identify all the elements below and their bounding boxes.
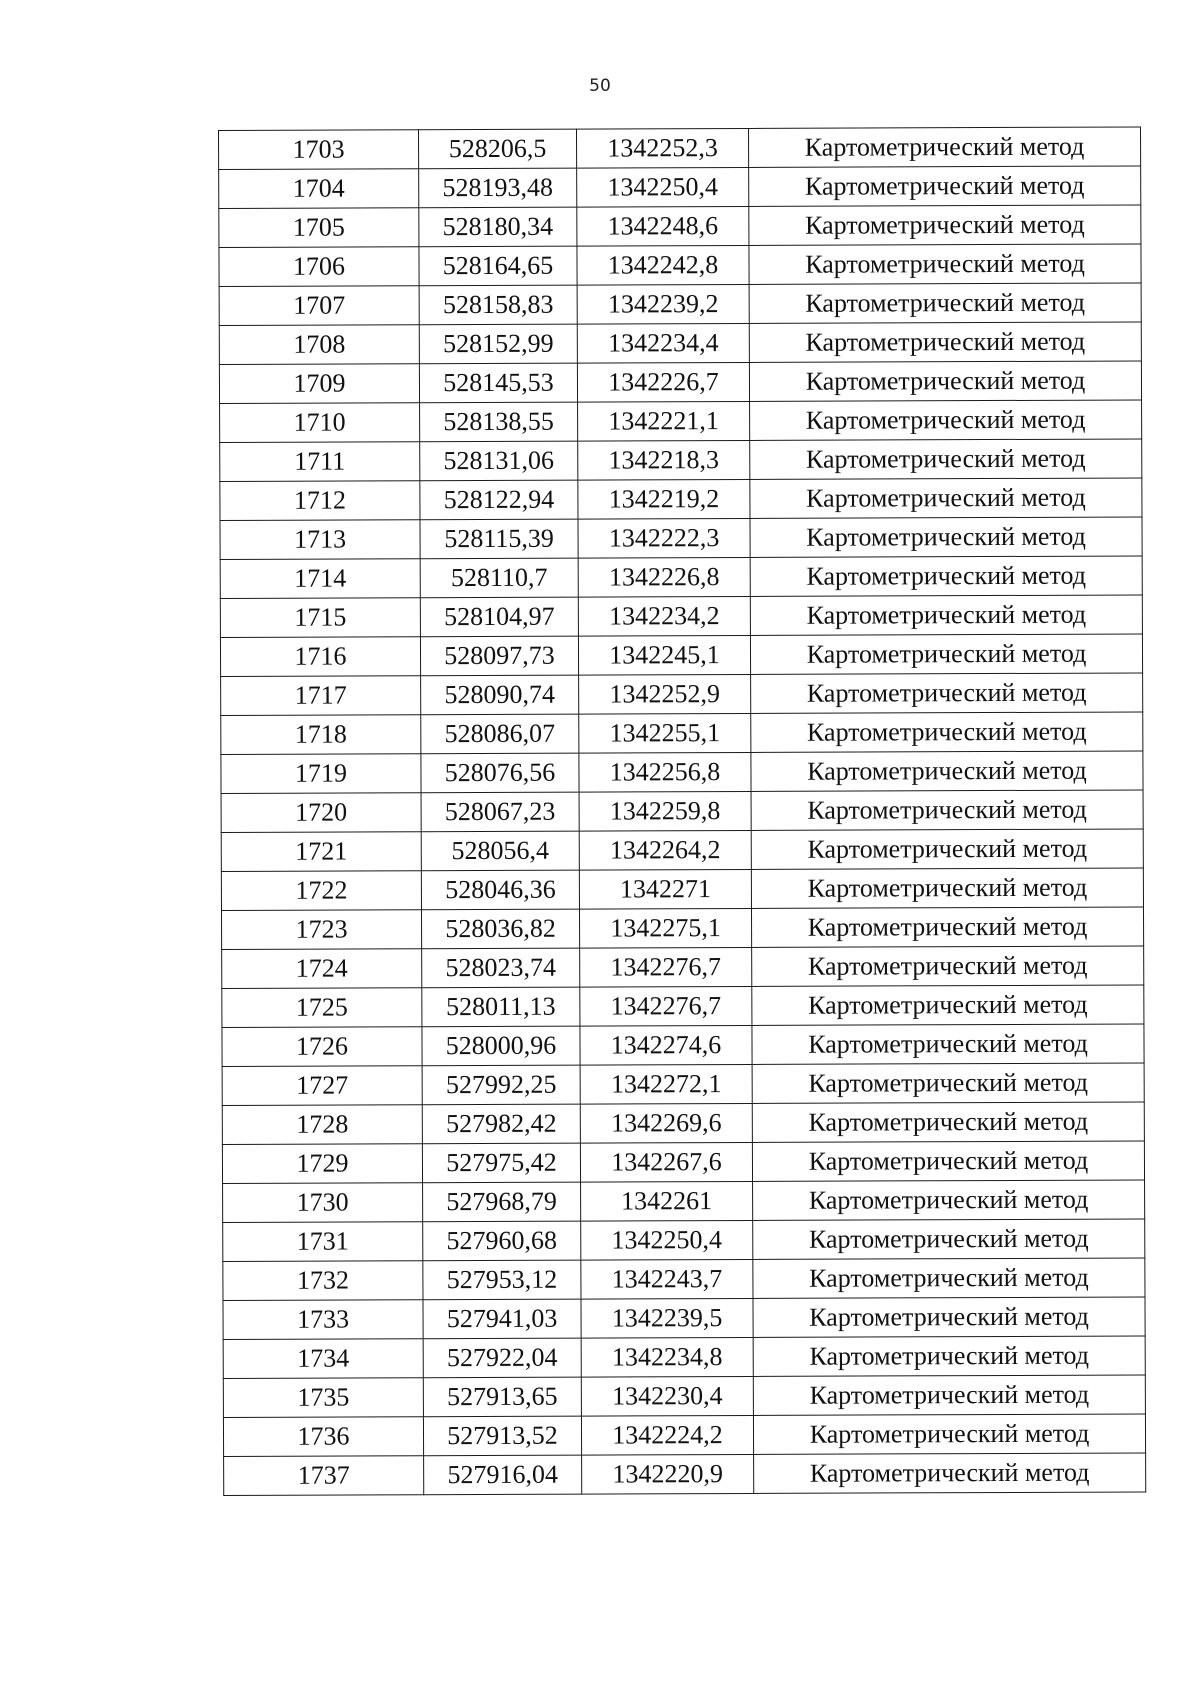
table-row bbox=[221, 712, 1143, 755]
table-row bbox=[220, 400, 1142, 443]
point-number-cell: 1708 bbox=[219, 325, 419, 365]
table-row bbox=[223, 1219, 1145, 1262]
x-coordinate-cell: 528090,74 bbox=[421, 675, 579, 715]
x-coordinate-cell: 528104,97 bbox=[420, 597, 578, 637]
x-coordinate-cell: 528193,48 bbox=[419, 168, 577, 208]
x-coordinate-cell: 527982,42 bbox=[422, 1104, 580, 1144]
x-coordinate-cell: 527953,12 bbox=[423, 1260, 581, 1300]
page-number: 50 bbox=[589, 76, 611, 96]
point-number-cell: 1704 bbox=[219, 169, 419, 209]
y-coordinate-cell: 1342234,8 bbox=[581, 1337, 753, 1377]
point-number-cell: 1720 bbox=[221, 793, 421, 833]
point-number-cell: 1706 bbox=[219, 247, 419, 287]
method-cell: Картометрический метод bbox=[749, 205, 1141, 246]
point-number-cell: 1719 bbox=[221, 754, 421, 794]
method-cell: Картометрический метод bbox=[753, 1297, 1145, 1338]
method-cell: Картометрический метод bbox=[753, 1258, 1145, 1299]
table-row bbox=[219, 283, 1141, 326]
table-row bbox=[223, 1180, 1145, 1223]
method-cell: Картометрический метод bbox=[749, 322, 1141, 363]
point-number-cell: 1724 bbox=[222, 949, 422, 989]
x-coordinate-cell: 528000,96 bbox=[422, 1026, 580, 1066]
y-coordinate-cell: 1342242,8 bbox=[577, 245, 749, 285]
table-row bbox=[222, 985, 1144, 1028]
y-coordinate-cell: 1342230,4 bbox=[581, 1376, 753, 1416]
point-number-cell: 1718 bbox=[221, 715, 421, 755]
method-cell: Картометрический метод bbox=[750, 478, 1142, 519]
point-number-cell: 1710 bbox=[220, 403, 420, 443]
method-cell: Картометрический метод bbox=[749, 166, 1141, 207]
table-row bbox=[219, 205, 1141, 248]
method-cell: Картометрический метод bbox=[754, 1453, 1146, 1494]
point-number-cell: 1713 bbox=[220, 520, 420, 560]
table-row bbox=[223, 1375, 1145, 1418]
y-coordinate-cell: 1342259,8 bbox=[579, 791, 751, 831]
x-coordinate-cell: 528086,07 bbox=[421, 714, 579, 754]
table-row bbox=[222, 1063, 1144, 1106]
method-cell: Картометрический метод bbox=[749, 361, 1141, 402]
y-coordinate-cell: 1342250,4 bbox=[577, 167, 749, 207]
method-cell: Картометрический метод bbox=[751, 673, 1143, 714]
x-coordinate-cell: 527960,68 bbox=[423, 1221, 581, 1261]
coordinates-table-body bbox=[219, 127, 1146, 1496]
y-coordinate-cell: 1342274,6 bbox=[580, 1025, 752, 1065]
y-coordinate-cell: 1342252,3 bbox=[576, 128, 748, 168]
x-coordinate-cell: 527941,03 bbox=[423, 1299, 581, 1339]
x-coordinate-cell: 528138,55 bbox=[420, 402, 578, 442]
method-cell: Картометрический метод bbox=[752, 1024, 1144, 1065]
table-row bbox=[220, 595, 1142, 638]
table-row bbox=[222, 946, 1144, 989]
method-cell: Картометрический метод bbox=[749, 283, 1141, 324]
point-number-cell: 1731 bbox=[223, 1222, 423, 1262]
table-row bbox=[220, 439, 1142, 482]
point-number-cell: 1737 bbox=[224, 1456, 424, 1496]
method-cell: Картометрический метод bbox=[749, 244, 1141, 285]
method-cell: Картометрический метод bbox=[753, 1219, 1145, 1260]
point-number-cell: 1733 bbox=[223, 1300, 423, 1340]
point-number-cell: 1730 bbox=[223, 1183, 423, 1223]
y-coordinate-cell: 1342269,6 bbox=[580, 1103, 752, 1143]
x-coordinate-cell: 528046,36 bbox=[421, 870, 579, 910]
method-cell: Картометрический метод bbox=[753, 1180, 1145, 1221]
point-number-cell: 1716 bbox=[220, 637, 420, 677]
x-coordinate-cell: 528152,99 bbox=[419, 324, 577, 364]
point-number-cell: 1715 bbox=[220, 598, 420, 638]
point-number-cell: 1735 bbox=[223, 1378, 423, 1418]
point-number-cell: 1711 bbox=[220, 442, 420, 482]
x-coordinate-cell: 527913,52 bbox=[423, 1416, 581, 1456]
table-row bbox=[222, 1024, 1144, 1067]
method-cell: Картометрический метод bbox=[751, 829, 1143, 870]
method-cell: Картометрический метод bbox=[751, 790, 1143, 831]
table-row bbox=[223, 1414, 1145, 1457]
method-cell: Картометрический метод bbox=[748, 127, 1140, 168]
y-coordinate-cell: 1342220,9 bbox=[582, 1454, 754, 1494]
method-cell: Картометрический метод bbox=[752, 946, 1144, 987]
table-row bbox=[221, 673, 1143, 716]
y-coordinate-cell: 1342250,4 bbox=[581, 1220, 753, 1260]
y-coordinate-cell: 1342276,7 bbox=[580, 986, 752, 1026]
x-coordinate-cell: 528122,94 bbox=[420, 480, 578, 520]
point-number-cell: 1728 bbox=[222, 1105, 422, 1145]
y-coordinate-cell: 1342222,3 bbox=[578, 518, 750, 558]
y-coordinate-cell: 1342239,5 bbox=[581, 1298, 753, 1338]
y-coordinate-cell: 1342239,2 bbox=[577, 284, 749, 324]
table-row bbox=[222, 1102, 1144, 1145]
x-coordinate-cell: 528097,73 bbox=[420, 636, 578, 676]
y-coordinate-cell: 1342226,8 bbox=[578, 557, 750, 597]
y-coordinate-cell: 1342261 bbox=[581, 1181, 753, 1221]
x-coordinate-cell: 528023,74 bbox=[422, 948, 580, 988]
x-coordinate-cell: 527968,79 bbox=[423, 1182, 581, 1222]
table-row bbox=[219, 166, 1141, 209]
x-coordinate-cell: 528145,53 bbox=[419, 363, 577, 403]
point-number-cell: 1709 bbox=[219, 364, 419, 404]
point-number-cell: 1703 bbox=[219, 130, 419, 170]
method-cell: Картометрический метод bbox=[752, 1063, 1144, 1104]
point-number-cell: 1732 bbox=[223, 1261, 423, 1301]
method-cell: Картометрический метод bbox=[750, 439, 1142, 480]
x-coordinate-cell: 528110,7 bbox=[420, 558, 578, 598]
coordinates-table bbox=[218, 126, 1146, 1496]
point-number-cell: 1705 bbox=[219, 208, 419, 248]
y-coordinate-cell: 1342276,7 bbox=[580, 947, 752, 987]
method-cell: Картометрический метод bbox=[751, 907, 1143, 948]
x-coordinate-cell: 527992,25 bbox=[422, 1065, 580, 1105]
point-number-cell: 1722 bbox=[221, 871, 421, 911]
y-coordinate-cell: 1342245,1 bbox=[578, 635, 750, 675]
method-cell: Картометрический метод bbox=[753, 1414, 1145, 1455]
x-coordinate-cell: 528011,13 bbox=[422, 987, 580, 1027]
y-coordinate-cell: 1342248,6 bbox=[577, 206, 749, 246]
y-coordinate-cell: 1342243,7 bbox=[581, 1259, 753, 1299]
x-coordinate-cell: 527916,04 bbox=[424, 1455, 582, 1495]
method-cell: Картометрический метод bbox=[750, 556, 1142, 597]
y-coordinate-cell: 1342234,2 bbox=[578, 596, 750, 636]
table-row bbox=[219, 322, 1141, 365]
point-number-cell: 1734 bbox=[223, 1339, 423, 1379]
y-coordinate-cell: 1342219,2 bbox=[578, 479, 750, 519]
y-coordinate-cell: 1342271 bbox=[579, 869, 751, 909]
method-cell: Картометрический метод bbox=[750, 517, 1142, 558]
table-row bbox=[221, 829, 1143, 872]
y-coordinate-cell: 1342267,6 bbox=[580, 1142, 752, 1182]
method-cell: Картометрический метод bbox=[752, 985, 1144, 1026]
method-cell: Картометрический метод bbox=[751, 712, 1143, 753]
y-coordinate-cell: 1342234,4 bbox=[577, 323, 749, 363]
point-number-cell: 1726 bbox=[222, 1027, 422, 1067]
y-coordinate-cell: 1342224,2 bbox=[581, 1415, 753, 1455]
point-number-cell: 1727 bbox=[222, 1066, 422, 1106]
point-number-cell: 1717 bbox=[221, 676, 421, 716]
method-cell: Картометрический метод bbox=[750, 634, 1142, 675]
y-coordinate-cell: 1342221,1 bbox=[578, 401, 750, 441]
table-row bbox=[222, 1141, 1144, 1184]
y-coordinate-cell: 1342252,9 bbox=[579, 674, 751, 714]
x-coordinate-cell: 528115,39 bbox=[420, 519, 578, 559]
y-coordinate-cell: 1342255,1 bbox=[579, 713, 751, 753]
y-coordinate-cell: 1342264,2 bbox=[579, 830, 751, 870]
table-row bbox=[223, 1258, 1145, 1301]
x-coordinate-cell: 528180,34 bbox=[419, 207, 577, 247]
point-number-cell: 1736 bbox=[223, 1417, 423, 1457]
point-number-cell: 1725 bbox=[222, 988, 422, 1028]
method-cell: Картометрический метод bbox=[751, 751, 1143, 792]
x-coordinate-cell: 528158,83 bbox=[419, 285, 577, 325]
table-row bbox=[221, 907, 1143, 950]
method-cell: Картометрический метод bbox=[753, 1336, 1145, 1377]
table-row bbox=[223, 1336, 1145, 1379]
x-coordinate-cell: 527975,42 bbox=[422, 1143, 580, 1183]
table-row bbox=[220, 517, 1142, 560]
x-coordinate-cell: 528076,56 bbox=[421, 753, 579, 793]
table-row bbox=[221, 751, 1143, 794]
table-row bbox=[224, 1453, 1146, 1496]
table-row bbox=[221, 790, 1143, 833]
y-coordinate-cell: 1342218,3 bbox=[578, 440, 750, 480]
method-cell: Картометрический метод bbox=[752, 1102, 1144, 1143]
point-number-cell: 1723 bbox=[221, 910, 421, 950]
x-coordinate-cell: 527922,04 bbox=[423, 1338, 581, 1378]
table-row bbox=[220, 556, 1142, 599]
x-coordinate-cell: 528067,23 bbox=[421, 792, 579, 832]
point-number-cell: 1729 bbox=[222, 1144, 422, 1184]
x-coordinate-cell: 528036,82 bbox=[421, 909, 579, 949]
x-coordinate-cell: 528131,06 bbox=[420, 441, 578, 481]
x-coordinate-cell: 527913,65 bbox=[423, 1377, 581, 1417]
table-row bbox=[219, 127, 1141, 170]
point-number-cell: 1714 bbox=[220, 559, 420, 599]
point-number-cell: 1712 bbox=[220, 481, 420, 521]
table-row bbox=[219, 361, 1141, 404]
table-row bbox=[219, 244, 1141, 287]
x-coordinate-cell: 528206,5 bbox=[419, 129, 577, 169]
table-row bbox=[220, 634, 1142, 677]
table-row bbox=[223, 1297, 1145, 1340]
table-row bbox=[220, 478, 1142, 521]
method-cell: Картометрический метод bbox=[750, 595, 1142, 636]
method-cell: Картометрический метод bbox=[753, 1375, 1145, 1416]
x-coordinate-cell: 528164,65 bbox=[419, 246, 577, 286]
method-cell: Картометрический метод bbox=[752, 1141, 1144, 1182]
point-number-cell: 1721 bbox=[221, 832, 421, 872]
method-cell: Картометрический метод bbox=[750, 400, 1142, 441]
method-cell: Картометрический метод bbox=[751, 868, 1143, 909]
x-coordinate-cell: 528056,4 bbox=[421, 831, 579, 871]
y-coordinate-cell: 1342226,7 bbox=[577, 362, 749, 402]
y-coordinate-cell: 1342256,8 bbox=[579, 752, 751, 792]
y-coordinate-cell: 1342275,1 bbox=[579, 908, 751, 948]
y-coordinate-cell: 1342272,1 bbox=[580, 1064, 752, 1104]
table-row bbox=[221, 868, 1143, 911]
point-number-cell: 1707 bbox=[219, 286, 419, 326]
